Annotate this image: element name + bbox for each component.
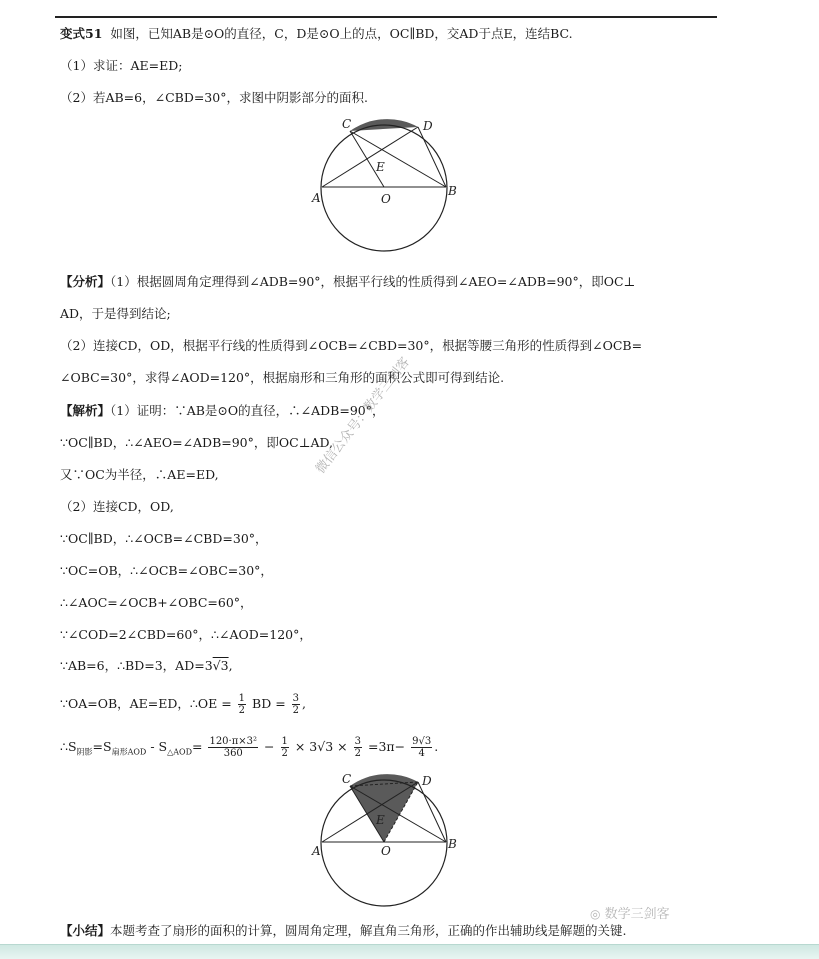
problem-statement	[60, 26, 573, 42]
fraction-half: $\frac{1}{2}$	[238, 693, 246, 716]
solution-label: 【解析】	[60, 403, 111, 418]
label-c-2: C	[342, 772, 352, 786]
analysis-line-2: AD，于是得到结论;	[60, 306, 171, 321]
circle-o	[321, 125, 447, 251]
solution-line-2: ∵OC∥BD，∴∠AEO=∠ADB=90°，即OC⊥AD,	[60, 435, 334, 450]
label-b: B	[448, 184, 457, 198]
solution-line-7: ∴∠AOC=∠OCB+∠OBC=60°，	[60, 595, 253, 610]
corner-watermark: ◎ 数学三剑客	[590, 907, 670, 922]
label-e: E	[376, 160, 385, 174]
label-o-2: O	[381, 844, 391, 858]
fraction-three-halves-2: $\frac{3}{2}$	[354, 736, 361, 759]
solution-line-9: ∵AB=6，∴BD=3，AD=3√3,	[60, 658, 233, 673]
label-a-2: A	[312, 844, 321, 858]
solution-line-1: 【解析】（1）证明：∵AB是⊙O的直径，∴∠ADB=90°，	[60, 403, 385, 418]
fraction-three-halves: $\frac{3}{2}$	[292, 693, 300, 716]
diagonal-watermark: 微信公众号：数学三剑客	[313, 354, 414, 477]
segment-ad	[322, 127, 418, 187]
fraction-sector: $\frac{\text{120·π×3²}}{360}$	[209, 736, 258, 759]
question-2: （2）若AB=6，∠CBD=30°，求图中阴影部分的面积.	[60, 90, 368, 105]
analysis-label: 【分析】	[60, 274, 111, 289]
top-rule	[55, 16, 717, 18]
segment-oc	[350, 131, 384, 187]
label-e-2: E	[376, 813, 385, 827]
problem-text: 如图，已知AB是⊙O的直径，C，D是⊙O上的点，OC∥BD，交AD于点E，连结BC.	[110, 26, 573, 41]
problem-label: 变式51	[60, 26, 103, 41]
label-c: C	[342, 117, 352, 131]
geometry-figure-2	[305, 770, 475, 910]
label-d-2: D	[422, 774, 432, 788]
analysis-line-1: 【分析】（1）根据圆周角定理得到∠ADB=90°，根据平行线的性质得到∠AEO=∠ADB=90°，即OC⊥	[60, 274, 636, 289]
summary-line	[60, 923, 627, 939]
solution-line-8: ∵∠COD=2∠CBD=60°，∴∠AOD=120°，	[60, 627, 312, 642]
solution-line-5: ∵OC∥BD，∴∠OCB=∠CBD=30°，	[60, 531, 268, 546]
summary-text: 本题考查了扇形的面积的计算，圆周角定理，解直角三角形，正确的作出辅助线是解题的关键.	[110, 923, 627, 938]
bottom-band	[0, 944, 819, 959]
solution-line-3: 又∵OC为半径，∴AE=ED,	[60, 467, 219, 482]
solution-line-4: （2）连接CD，OD,	[60, 499, 174, 514]
fraction-result: $\frac{9√3}{4}$	[412, 736, 432, 759]
solution-line-11: $\therefore S_{阴影}=S_{扇形AOD} - S_{\triangle AOD}=$ $\frac{\text{120·π×3²}}{360}$ − $\frac{1}{2}$ × 3√3 × $\frac{3}{2}$ =3π− $\frac{9√3}{4}$ .	[60, 736, 439, 759]
question-1: （1）求证：AE=ED;	[60, 58, 183, 73]
label-o: O	[381, 192, 391, 206]
geometry-figure-1	[305, 115, 475, 260]
label-d: D	[423, 119, 433, 133]
wechat-icon: ◎	[590, 907, 601, 921]
label-b-2: B	[448, 837, 457, 851]
label-a: A	[312, 191, 321, 205]
segment-bd-2	[418, 782, 446, 842]
summary-label: 【小结】	[60, 923, 111, 938]
fraction-half-2: $\frac{1}{2}$	[281, 736, 288, 759]
analysis-line-3: （2）连接CD，OD，根据平行线的性质得到∠OCB=∠CBD=30°，根据等腰三角形的性质得到∠OCB=	[60, 338, 643, 353]
analysis-line-4: ∠OBC=30°，求得∠AOD=120°，根据扇形和三角形的面积公式即可得到结论.	[60, 370, 505, 385]
solution-line-10: ∵OA=OB，AE=ED，∴OE = $\frac{1}{2}$ BD = $\frac{3}{2}$ ,	[60, 693, 307, 716]
solution-line-6: ∵OC=OB，∴∠OCB=∠OBC=30°，	[60, 563, 273, 578]
segment-bd	[418, 127, 446, 187]
